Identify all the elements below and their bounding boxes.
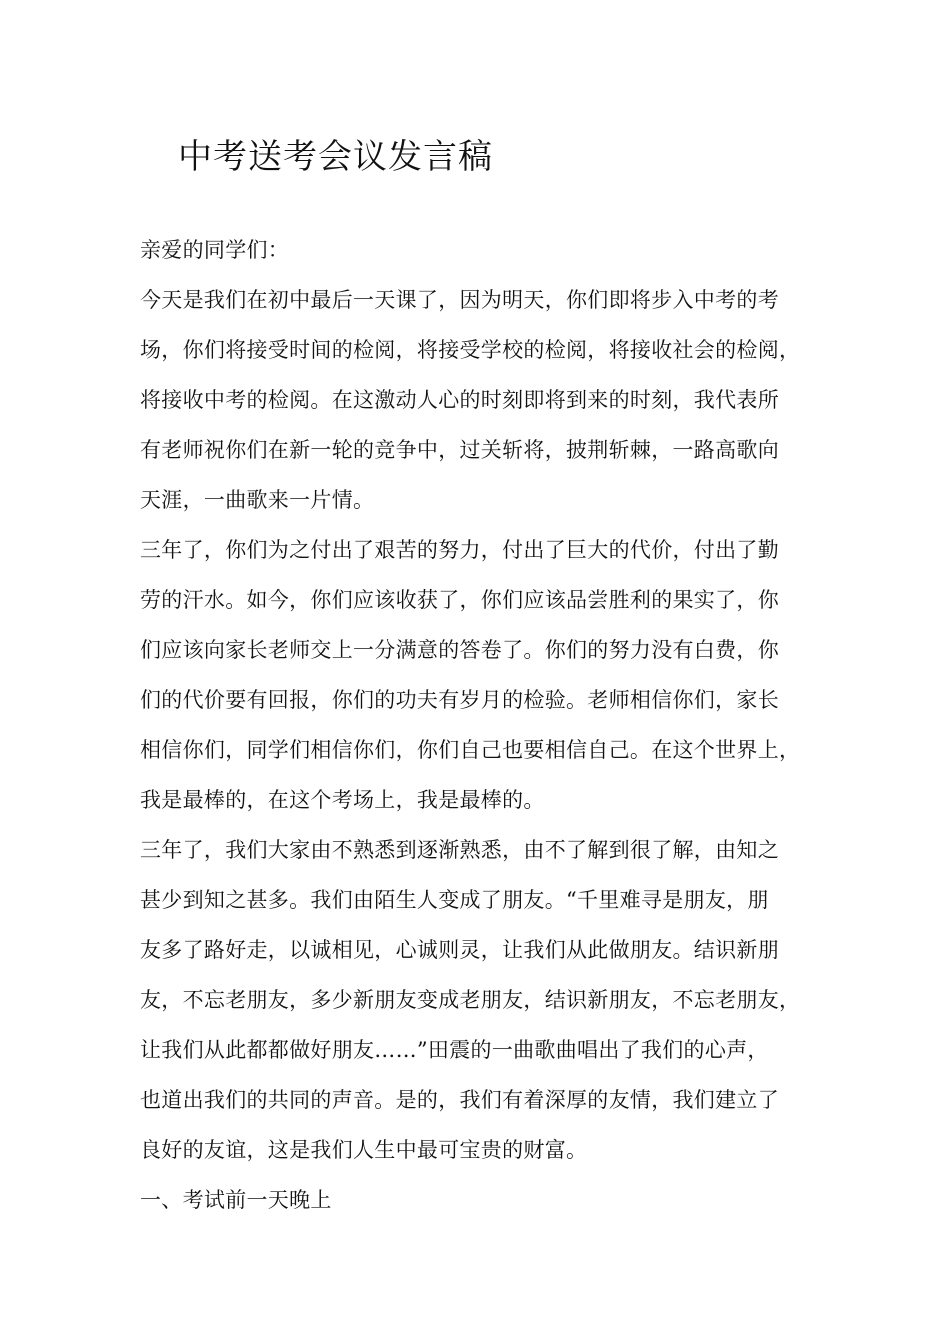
text-line: 友，不忘老朋友，多少新朋友变成老朋友，结识新朋友，不忘老朋友， bbox=[140, 988, 801, 1012]
text-line: 我是最棒的，在这个考场上，我是最棒的。 bbox=[140, 788, 545, 812]
text-line: 将接收中考的检阅。在这激动人心的时刻即将到来的时刻，我代表所 bbox=[140, 388, 779, 412]
text-line: 们的代价要有回报，你们的功夫有岁月的检验。老师相信你们，家长 bbox=[140, 688, 779, 712]
text-line: 今天是我们在初中最后一天课了，因为明天，你们即将步入中考的考 bbox=[140, 288, 779, 312]
text-line: 有老师祝你们在新一轮的竞争中，过关斩将，披荆斩棘，一路高歌向 bbox=[140, 438, 779, 462]
document-title: 中考送考会议发言稿 bbox=[178, 137, 493, 177]
text-line: 良好的友谊，这是我们人生中最可宝贵的财富。 bbox=[140, 1138, 588, 1162]
text-line: 场，你们将接受时间的检阅，将接受学校的检阅，将接收社会的检阅， bbox=[140, 338, 801, 362]
text-line: 友多了路好走，以诚相见，心诚则灵，让我们从此做朋友。结识新朋 bbox=[140, 938, 779, 962]
text-line: 三年了，你们为之付出了艰苦的努力，付出了巨大的代价，付出了勤 bbox=[140, 538, 779, 562]
text-line: 甚少到知之甚多。我们由陌生人变成了朋友。“千里难寻是朋友，朋 bbox=[140, 888, 769, 912]
section-heading: 一、考试前一天晚上 bbox=[140, 1188, 332, 1212]
document-body bbox=[140, 225, 830, 1225]
text-line: 也道出我们的共同的声音。是的，我们有着深厚的友情，我们建立了 bbox=[140, 1088, 779, 1112]
text-line: 让我们从此都都做好朋友……”田震的一曲歌曲唱出了我们的心声， bbox=[140, 1038, 769, 1062]
text-line: 亲爱的同学们： bbox=[140, 238, 290, 262]
text-line: 相信你们，同学们相信你们，你们自己也要相信自己。在这个世界上， bbox=[140, 738, 801, 762]
text-line: 们应该向家长老师交上一分满意的答卷了。你们的努力没有白费，你 bbox=[140, 638, 779, 662]
text-line: 三年了，我们大家由不熟悉到逐渐熟悉，由不了解到很了解，由知之 bbox=[140, 838, 779, 862]
text-line: 劳的汗水。如今，你们应该收获了，你们应该品尝胜利的果实了，你 bbox=[140, 588, 779, 612]
text-line: 天涯，一曲歌来一片情。 bbox=[140, 488, 375, 512]
